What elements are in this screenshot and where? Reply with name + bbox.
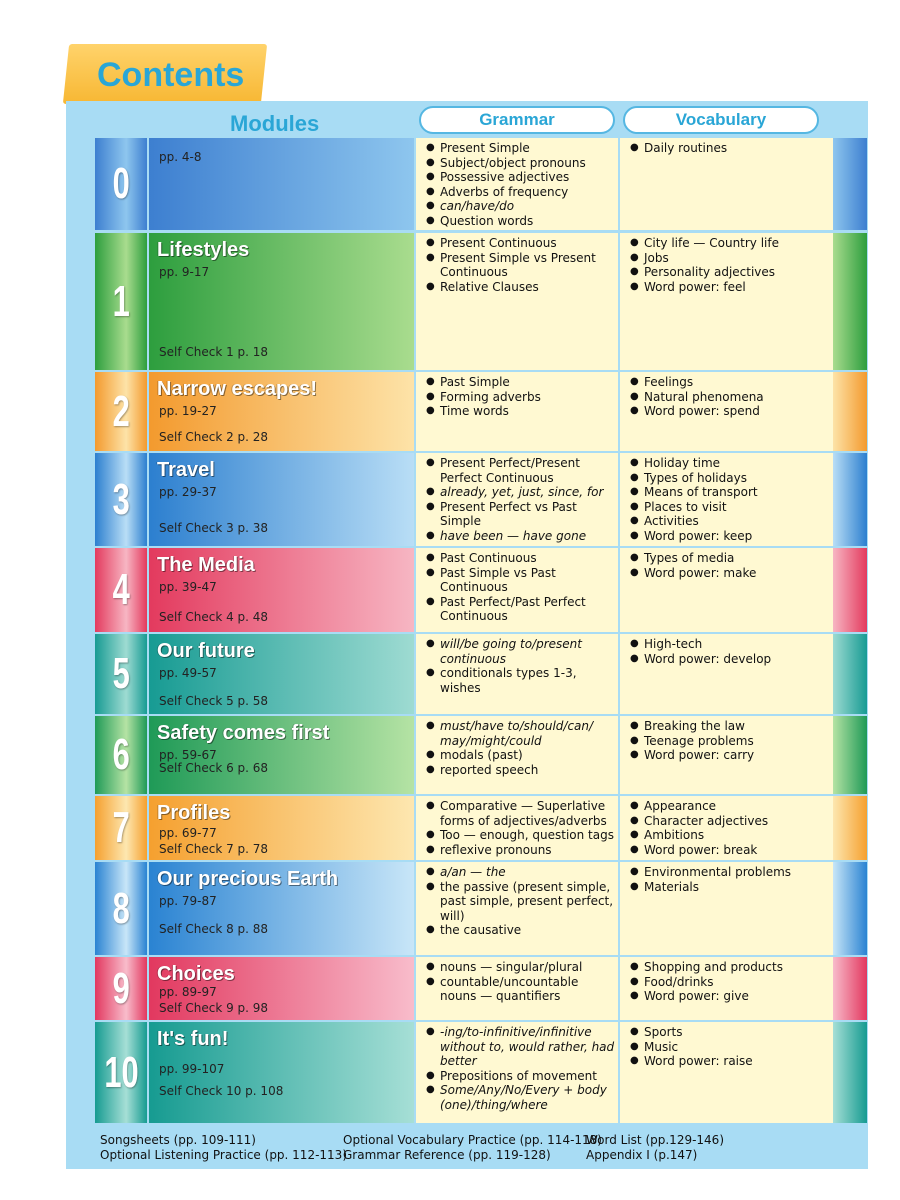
module-title-cell [149, 372, 414, 451]
vocabulary-item: ● Sports [628, 1025, 833, 1040]
vocabulary-item: ● Word power: give [628, 989, 833, 1004]
self-check: Self Check 7 p. 78 [159, 842, 269, 856]
module-number: 4 [95, 548, 147, 632]
footer-col-1 [100, 1133, 347, 1163]
module-title: Our future [157, 640, 255, 662]
grammar-item: ● can/have/do [424, 199, 618, 214]
grammar-item: ● have been — have gone [424, 529, 618, 544]
vocabulary-cell [620, 1022, 833, 1123]
module-number: 10 [95, 1022, 147, 1123]
module-title-cell [149, 957, 414, 1020]
vocabulary-item: ● Holiday time [628, 456, 833, 471]
module-pages: pp. 39-47 [159, 580, 217, 594]
footer-item: Appendix I (p.147) [586, 1148, 698, 1162]
vocabulary-cell [620, 634, 833, 714]
modules-header: Modules [230, 111, 320, 136]
module-pages: pp. 9-17 [159, 265, 210, 279]
module-pages: pp. 29-37 [159, 485, 217, 499]
vocabulary-item: ● Activities [628, 514, 833, 529]
self-check: Self Check 1 p. 18 [159, 345, 269, 359]
vocabulary-item: ● Word power: keep [628, 529, 833, 544]
grammar-item: ● reported speech [424, 763, 618, 778]
vocabulary-item: ● Shopping and products [628, 960, 833, 975]
grammar-cell [416, 796, 618, 860]
module-number: 9 [95, 957, 147, 1020]
module-row [95, 716, 833, 794]
vocabulary-item: ● Environmental problems [628, 865, 833, 880]
module-pages: pp. 79-87 [159, 894, 217, 908]
vocabulary-item: ● Jobs [628, 251, 833, 266]
module-number: 2 [95, 372, 147, 451]
vocabulary-item: ● Breaking the law [628, 719, 833, 734]
vocabulary-item: ● Word power: feel [628, 280, 833, 295]
module-title: Lifestyles [157, 239, 250, 261]
module-pages: pp. 19-27 [159, 404, 217, 418]
grammar-header: Grammar [419, 106, 615, 134]
vocabulary-item: ● Ambitions [628, 828, 833, 843]
grammar-item: ● Past Simple [424, 375, 618, 390]
module-row [95, 453, 833, 546]
module-number: 5 [95, 634, 147, 714]
grammar-item: ● Past Perfect/Past Perfect Continuous [424, 595, 618, 624]
side-color-strip [833, 862, 867, 955]
vocabulary-cell [620, 862, 833, 955]
module-row [95, 1022, 833, 1123]
grammar-cell [416, 862, 618, 955]
module-title: It's fun! [157, 1028, 229, 1050]
grammar-cell [416, 233, 618, 370]
grammar-item: ● Adverbs of frequency [424, 185, 618, 200]
vocabulary-cell [620, 957, 833, 1020]
module-pages: pp. 99-107 [159, 1062, 225, 1076]
vocabulary-item: ● Natural phenomena [628, 390, 833, 405]
grammar-item: ● Subject/object pronouns [424, 156, 618, 171]
self-check: Self Check 5 p. 58 [159, 694, 269, 708]
module-title: Safety comes first [157, 722, 330, 744]
module-title-cell [149, 796, 414, 860]
footer-item: Optional Vocabulary Practice (pp. 114-118) [343, 1133, 602, 1147]
module-row [95, 634, 833, 714]
vocabulary-item: ● Feelings [628, 375, 833, 390]
vocabulary-item: ● Personality adjectives [628, 265, 833, 280]
grammar-item: ● Too — enough, question tags [424, 828, 618, 843]
vocabulary-item: ● Word power: raise [628, 1054, 833, 1069]
vocabulary-cell [620, 372, 833, 451]
module-pages: pp. 59-67 [159, 748, 217, 762]
footer-item: Songsheets (pp. 109-111) [100, 1133, 256, 1147]
grammar-item: ● Present Continuous [424, 236, 618, 251]
module-number: 3 [95, 453, 147, 546]
module-row [95, 862, 833, 955]
vocabulary-item: ● Types of media [628, 551, 833, 566]
grammar-item: ● Present Perfect vs Past Simple [424, 500, 618, 529]
module-title: Travel [157, 459, 215, 481]
vocabulary-item: ● Word power: break [628, 843, 833, 858]
vocabulary-header: Vocabulary [623, 106, 819, 134]
vocabulary-cell [620, 548, 833, 632]
grammar-item: ● nouns — singular/plural [424, 960, 618, 975]
grammar-item: ● Comparative — Superlative forms of adjectives/adverbs [424, 799, 618, 828]
module-pages: pp. 89-97 [159, 985, 217, 999]
module-number: 6 [95, 716, 147, 794]
grammar-item: ● -ing/to-infinitive/infinitive without to, would rather, had better [424, 1025, 618, 1069]
module-pages: pp. 69-77 [159, 826, 217, 840]
vocabulary-item: ● Word power: carry [628, 748, 833, 763]
grammar-cell [416, 716, 618, 794]
footer-item: Word List (pp.129-146) [586, 1133, 724, 1147]
self-check: Self Check 10 p. 108 [159, 1084, 284, 1098]
module-title-cell [149, 716, 414, 794]
grammar-item: ● Past Simple vs Past Continuous [424, 566, 618, 595]
vocabulary-item: ● Music [628, 1040, 833, 1055]
grammar-cell [416, 634, 618, 714]
module-title: Our precious Earth [157, 868, 339, 890]
side-color-strip [833, 634, 867, 714]
grammar-item: ● reflexive pronouns [424, 843, 618, 858]
module-row [95, 957, 833, 1020]
vocabulary-item: ● Character adjectives [628, 814, 833, 829]
module-title-cell [149, 1022, 414, 1123]
side-color-strip [833, 716, 867, 794]
grammar-item: ● countable/uncountable nouns — quantifiers [424, 975, 618, 1004]
vocabulary-cell [620, 796, 833, 860]
vocabulary-cell [620, 453, 833, 546]
module-title: Profiles [157, 802, 231, 824]
vocabulary-item: ● Appearance [628, 799, 833, 814]
grammar-item: ● Present Simple [424, 141, 618, 156]
module-pages: pp. 4-8 [159, 150, 202, 164]
vocabulary-item: ● Daily routines [628, 141, 833, 156]
self-check: Self Check 8 p. 88 [159, 922, 269, 936]
module-title: The Media [157, 554, 255, 576]
vocabulary-item: ● Means of transport [628, 485, 833, 500]
vocabulary-item: ● Word power: spend [628, 404, 833, 419]
module-title-cell [149, 233, 414, 370]
grammar-item: ● a/an — the [424, 865, 618, 880]
grammar-cell [416, 548, 618, 632]
side-color-strip [833, 796, 867, 860]
vocabulary-item: ● Word power: develop [628, 652, 833, 667]
grammar-cell [416, 957, 618, 1020]
footer-item: Optional Listening Practice (pp. 112-113) [100, 1148, 347, 1162]
self-check: Self Check 6 p. 68 [159, 761, 269, 775]
side-color-strip [833, 138, 867, 230]
module-number: 7 [95, 796, 147, 860]
grammar-item: ● Present Simple vs Present Continuous [424, 251, 618, 280]
module-title-cell [149, 634, 414, 714]
page-title: Contents [97, 56, 245, 94]
module-row [95, 548, 833, 632]
side-color-strip [833, 1022, 867, 1123]
vocabulary-item: ● Food/drinks [628, 975, 833, 990]
module-title: Choices [157, 963, 235, 985]
vocabulary-item: ● Types of holidays [628, 471, 833, 486]
grammar-item: ● already, yet, just, since, for [424, 485, 618, 500]
grammar-item: ● Present Perfect/Present Perfect Continuous [424, 456, 618, 485]
vocabulary-item: ● High-tech [628, 637, 833, 652]
grammar-item: ● Possessive adjectives [424, 170, 618, 185]
vocabulary-item: ● Teenage problems [628, 734, 833, 749]
side-color-strip [833, 233, 867, 370]
grammar-cell [416, 1022, 618, 1123]
module-pages: pp. 49-57 [159, 666, 217, 680]
vocabulary-cell [620, 233, 833, 370]
module-row [95, 138, 833, 230]
footer-col-2 [343, 1133, 602, 1163]
grammar-cell [416, 138, 618, 230]
self-check: Self Check 2 p. 28 [159, 430, 269, 444]
self-check: Self Check 4 p. 48 [159, 610, 269, 624]
grammar-item: ● Prepositions of movement [424, 1069, 618, 1084]
module-row [95, 372, 833, 451]
module-title: Narrow escapes! [157, 378, 318, 400]
grammar-item: ● Relative Clauses [424, 280, 618, 295]
module-title-cell [149, 138, 414, 230]
self-check: Self Check 3 p. 38 [159, 521, 269, 535]
grammar-item: ● Past Continuous [424, 551, 618, 566]
footer-col-3 [586, 1133, 724, 1163]
module-row [95, 233, 833, 370]
module-title-cell [149, 453, 414, 546]
grammar-item: ● must/have to/should/can/ may/might/could [424, 719, 618, 748]
module-number: 8 [95, 862, 147, 955]
vocabulary-item: ● City life — Country life [628, 236, 833, 251]
grammar-cell [416, 453, 618, 546]
grammar-item: ● Question words [424, 214, 618, 229]
grammar-item: ● modals (past) [424, 748, 618, 763]
vocabulary-item: ● Places to visit [628, 500, 833, 515]
grammar-item: ● Time words [424, 404, 618, 419]
side-color-strip [833, 372, 867, 451]
side-color-strip [833, 548, 867, 632]
grammar-cell [416, 372, 618, 451]
module-number: 0 [95, 138, 147, 230]
side-color-strip [833, 957, 867, 1020]
module-title-cell [149, 862, 414, 955]
grammar-item: ● Some/Any/No/Every + body (one)/thing/where [424, 1083, 618, 1112]
footer-item: Grammar Reference (pp. 119-128) [343, 1148, 551, 1162]
grammar-item: ● Forming adverbs [424, 390, 618, 405]
module-number: 1 [95, 233, 147, 370]
grammar-item: ● the passive (present simple, past simple, present perfect, will) [424, 880, 618, 924]
module-title-cell [149, 548, 414, 632]
vocabulary-cell [620, 138, 833, 230]
vocabulary-cell [620, 716, 833, 794]
self-check: Self Check 9 p. 98 [159, 1001, 269, 1015]
module-row [95, 796, 833, 860]
vocabulary-item: ● Materials [628, 880, 833, 895]
vocabulary-item: ● Word power: make [628, 566, 833, 581]
grammar-item: ● conditionals types 1-3, wishes [424, 666, 618, 695]
grammar-item: ● will/be going to/present continuous [424, 637, 618, 666]
grammar-item: ● the causative [424, 923, 618, 938]
side-color-strip [833, 453, 867, 546]
